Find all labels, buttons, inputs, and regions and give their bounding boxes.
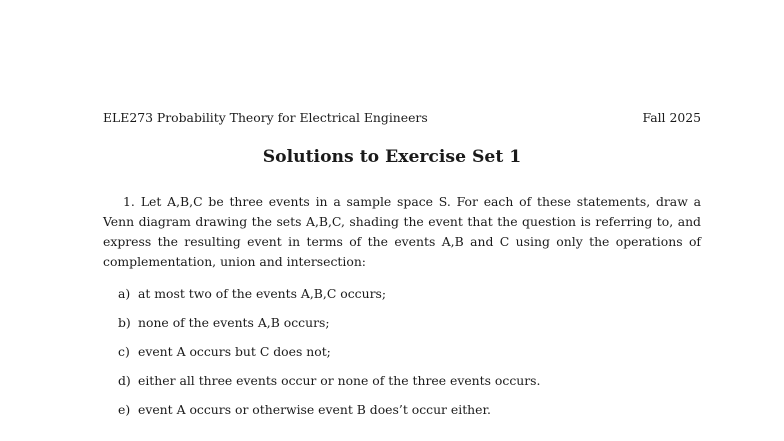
item-label: d) [118,373,131,388]
item-text: event A occurs but C does not; [138,344,331,359]
sub-question-list [118,284,701,429]
list-item [118,284,701,313]
item-label: c) [118,344,130,359]
problem-statement [103,192,701,272]
course-title: ELE273 Probability Theory for Electrical Engineers [103,110,428,125]
list-item [118,400,701,429]
item-text: at most two of the events A,B,C occurs; [138,286,387,301]
item-label: a) [118,286,131,301]
item-text: none of the events A,B occurs; [138,315,330,330]
list-item [118,342,701,371]
item-label: e) [118,402,131,417]
document-title: Solutions to Exercise Set 1 [262,147,522,167]
list-item [118,313,701,342]
item-text: either all three events occur or none of the three events occurs. [138,373,541,388]
page-header [103,110,701,126]
problem-text: Let A,B,C be three events in a sample space S. For each of these statements, draw a Venn diagram drawing the sets A,B,C, shading the event that the question is referring to, and express the resulting event in terms of the events A,B and C using only the operations of complementation, union and intersection: [103,194,701,269]
item-text: event A occurs or otherwise event B does’t occur either. [138,402,491,417]
list-item [118,371,701,400]
problem-number: 1. [123,194,135,209]
item-label: b) [118,315,131,330]
term-label: Fall 2025 [642,110,701,125]
